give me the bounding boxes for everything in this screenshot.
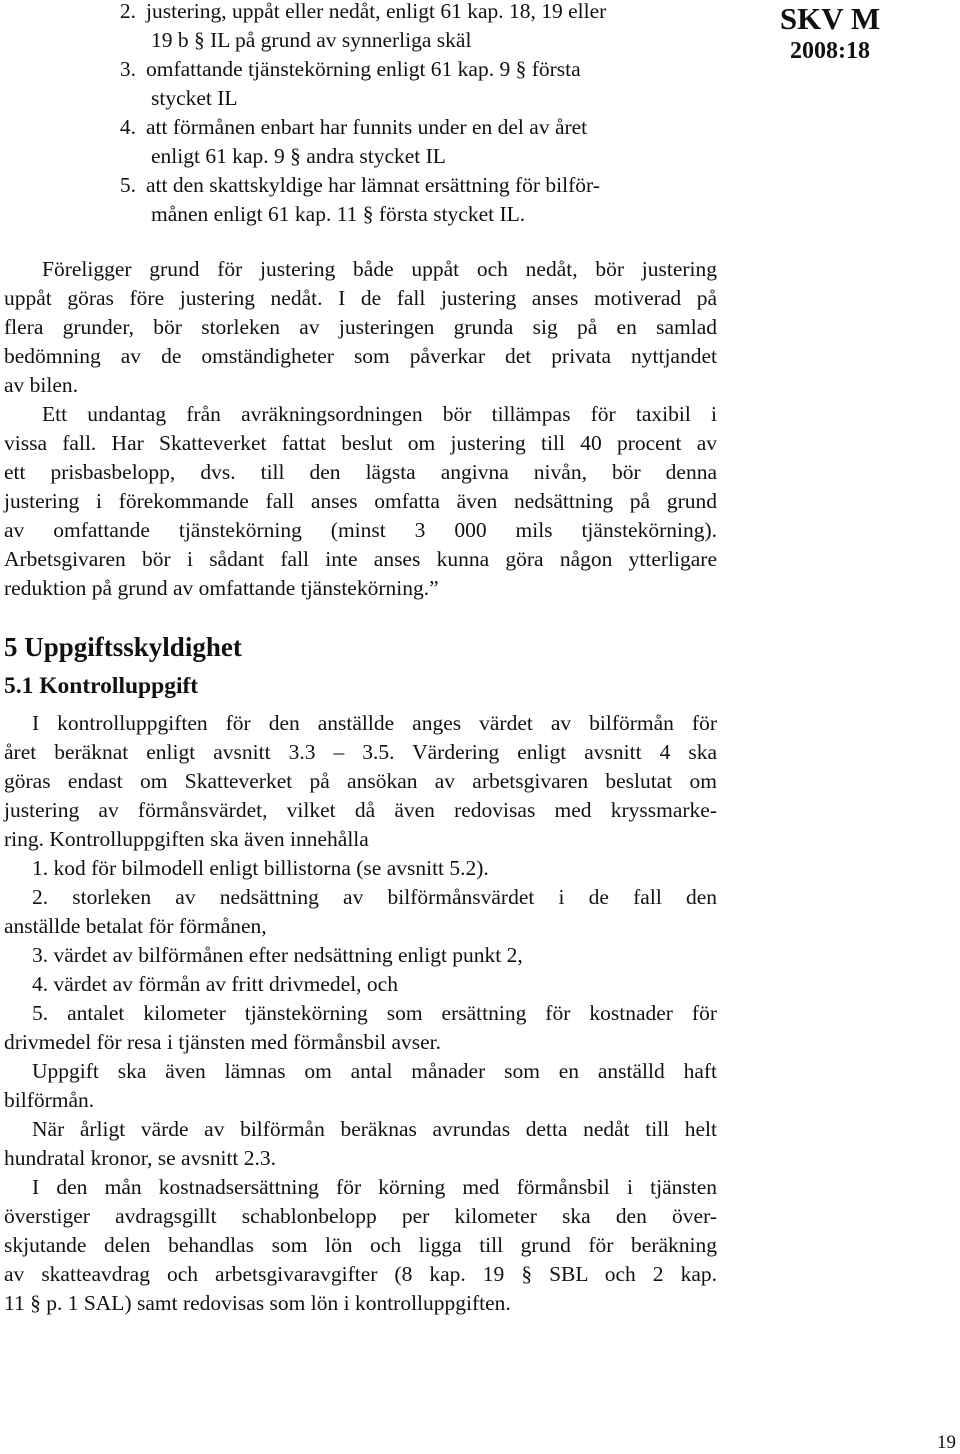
paragraph-line: hundratal kronor, se avsnitt 2.3. bbox=[4, 1146, 277, 1170]
list-continuation: stycket IL bbox=[151, 86, 238, 110]
publication-tag-line1: SKV M bbox=[779, 1, 881, 36]
list-item bbox=[4, 171, 600, 200]
paragraph-line: ring. Kontrolluppgiften ska även innehålla bbox=[4, 827, 369, 851]
paragraph-line: När årligt värde av bilförmån beräknas avrundas detta nedåt till helt bbox=[32, 1117, 717, 1141]
list-item bbox=[4, 113, 587, 142]
paragraph-line: I kontrolluppgiften för den anställde anges värdet av bilförmån för bbox=[32, 711, 717, 735]
paragraph-line: bilförmån. bbox=[4, 1088, 95, 1112]
section-heading: 5 Uppgiftsskyldighet bbox=[4, 632, 242, 662]
paragraph-line: ett prisbasbelopp, dvs. till den lägsta angivna nivån, bör denna bbox=[4, 460, 717, 484]
list-text: att den skattskyldige har lämnat ersättning för bilför- bbox=[146, 173, 600, 197]
paragraph-line: Ett undantag från avräkningsordningen bör tillämpas för taxibil i bbox=[42, 402, 717, 426]
paragraph-line: skjutande delen behandlas som lön och ligga till grund för beräkning bbox=[4, 1233, 717, 1257]
paragraph-line: uppåt göras före justering nedåt. I de fall justering anses motiverad på bbox=[4, 286, 717, 310]
page-number: 19 bbox=[937, 1432, 956, 1453]
paragraph-line: Föreligger grund för justering både uppåt och nedåt, bör justering bbox=[42, 257, 717, 281]
paragraph-line: flera grunder, bör storleken av justeringen grunda sig på en samlad bbox=[4, 315, 717, 339]
subsection-heading: 5.1 Kontrolluppgift bbox=[4, 673, 199, 699]
list-item: 5. antalet kilometer tjänstekörning som ersättning för kostnader för bbox=[32, 1001, 717, 1025]
list-text: justering, uppåt eller nedåt, enligt 61 kap. 18, 19 eller bbox=[146, 0, 607, 23]
paragraph-line: av omfattande tjänstekörning (minst 3 000 mils tjänstekörning). bbox=[4, 518, 717, 542]
list-continuation: 19 b § IL på grund av synnerliga skäl bbox=[151, 28, 472, 52]
list-text: omfattande tjänstekörning enligt 61 kap. 9 § första bbox=[146, 57, 581, 81]
paragraph-line: Arbetsgivaren bör i sådant fall inte anses kunna göra någon ytterligare bbox=[4, 547, 717, 571]
list-number: 5. bbox=[119, 173, 136, 197]
list-continuation: drivmedel för resa i tjänsten med förmånsbil avser. bbox=[4, 1030, 442, 1054]
list-number: 3. bbox=[119, 57, 136, 81]
paragraph-line: I den mån kostnadsersättning för körning med förmånsbil i tjänsten bbox=[32, 1175, 717, 1199]
list-continuation: enligt 61 kap. 9 § andra stycket IL bbox=[151, 144, 446, 168]
list-item bbox=[4, 55, 581, 84]
paragraph-line: bedömning av de omständigheter som påverkar det privata nyttjandet bbox=[4, 344, 717, 368]
list-item: 4. värdet av förmån av fritt drivmedel, och bbox=[32, 972, 398, 996]
paragraph-line: Uppgift ska även lämnas om antal månader som en anställd haft bbox=[32, 1059, 717, 1083]
paragraph-line: av skatteavdrag och arbetsgivaravgifter (8 kap. 19 § SBL och 2 kap. bbox=[4, 1262, 717, 1286]
list-item: 1. kod för bilmodell enligt billistorna (se avsnitt 5.2). bbox=[32, 856, 489, 880]
paragraph-line: justering i förekommande fall anses omfatta även nedsättning på grund bbox=[4, 489, 717, 513]
list-item: 3. värdet av bilförmånen efter nedsättning enligt punkt 2, bbox=[32, 943, 523, 967]
paragraph-line: justering av förmånsvärdet, vilket då även redovisas med kryssmarke- bbox=[4, 798, 717, 822]
paragraph-line: reduktion på grund av omfattande tjänstekörning.” bbox=[4, 576, 439, 600]
paragraph-line: 11 § p. 1 SAL) samt redovisas som lön i kontrolluppgiften. bbox=[4, 1291, 511, 1315]
publication-tag bbox=[778, 0, 882, 66]
list-continuation: månen enligt 61 kap. 11 § första stycket IL. bbox=[151, 202, 526, 226]
list-number: 2. bbox=[119, 0, 136, 23]
list-number: 4. bbox=[119, 115, 136, 139]
paragraph-line: vissa fall. Har Skatteverket fattat beslut om justering till 40 procent av bbox=[4, 431, 717, 455]
list-text: att förmånen enbart har funnits under en del av året bbox=[146, 115, 588, 139]
list-continuation: anställde betalat för förmånen, bbox=[4, 914, 267, 938]
list-item bbox=[4, 0, 606, 26]
list-item: 2. storleken av nedsättning av bilförmånsvärdet i de fall den bbox=[32, 885, 717, 909]
paragraph-line: av bilen. bbox=[4, 373, 79, 397]
publication-tag-line2: 2008:18 bbox=[790, 38, 870, 65]
paragraph-line: göras endast om Skatteverket på ansökan av arbetsgivaren beslutat om bbox=[4, 769, 717, 793]
paragraph-line: året beräknat enligt avsnitt 3.3 – 3.5. Värdering enligt avsnitt 4 ska bbox=[4, 740, 717, 764]
paragraph-line: överstiger avdragsgillt schablonbelopp per kilometer ska den över- bbox=[4, 1204, 717, 1228]
